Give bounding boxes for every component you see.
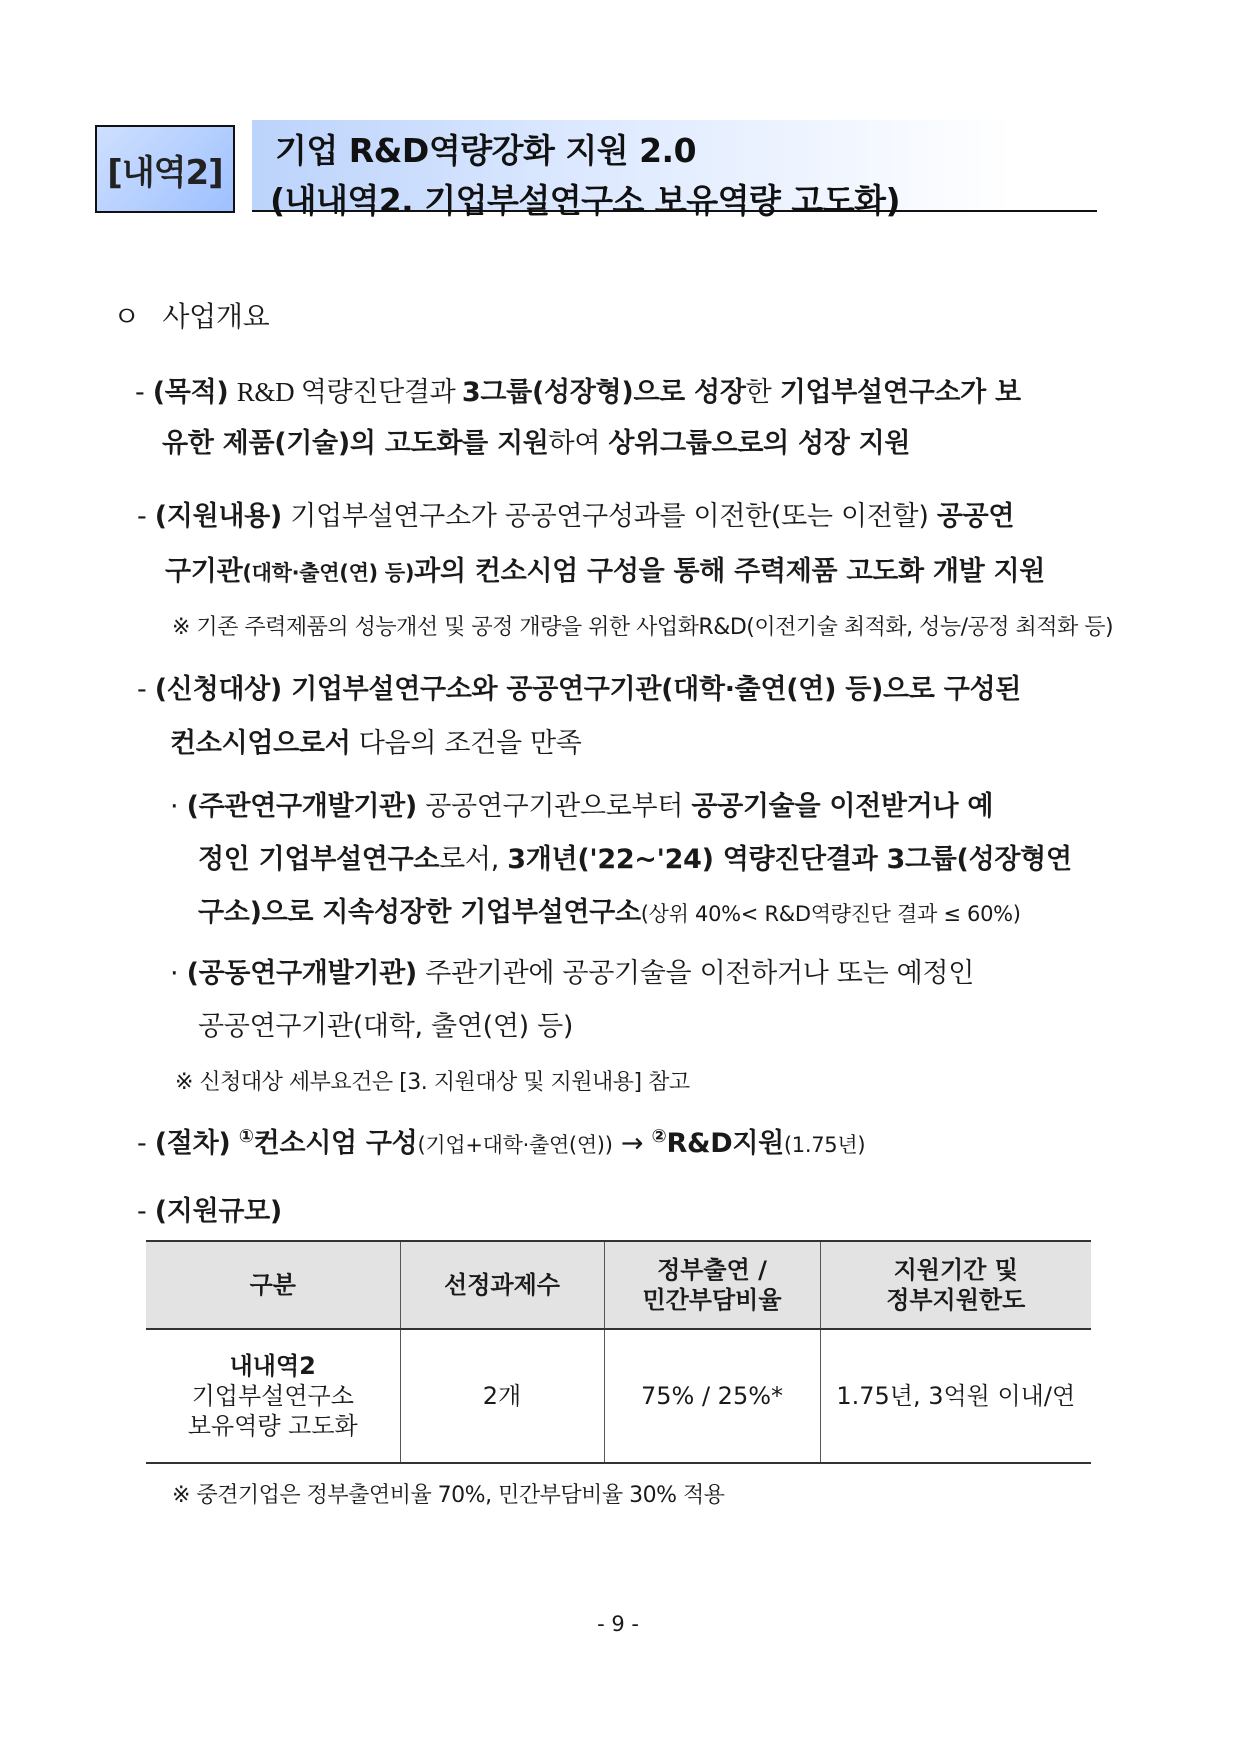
lead-text: 공공연구기관으로부터: [416, 791, 692, 822]
applicants-label: (신청대상): [154, 674, 282, 705]
scale-line: [137, 1195, 282, 1229]
support-text-small: (대학·출연(연) 등): [242, 561, 415, 585]
category-title: 내내역2: [229, 1352, 316, 1380]
lead-text-bold: 정인 기업부설연구소: [198, 844, 440, 875]
header-line: 정부지원한도: [886, 1286, 1026, 1314]
joint-line-2: [198, 1010, 573, 1044]
table-row: [146, 1329, 1091, 1463]
purpose-text: 하여: [548, 428, 609, 459]
table-header: 선정과제수: [400, 1241, 604, 1329]
lead-text-bold: 공공기술을 이전받거나 예: [691, 791, 994, 822]
lead-text-bold: 구소)으로 지속성장한 기업부설연구소: [198, 897, 641, 928]
joint-line-1: [170, 957, 974, 991]
lead-label: (주관연구개발기관): [186, 791, 417, 822]
circle-bullet-icon: ㅇ: [113, 300, 140, 333]
page-number: - 9 -: [597, 1612, 639, 1636]
procedure-step-1-detail: (기업+대학·출연(연)): [417, 1133, 613, 1157]
scale-label: (지원규모): [154, 1196, 282, 1227]
purpose-label: (목적): [152, 377, 229, 408]
category-line: 기업부설연구소: [191, 1382, 354, 1410]
section-tag: [내역2]: [95, 125, 235, 213]
dash: -: [137, 1128, 147, 1159]
applicants-text-bold: 컨소시엄으로서: [170, 728, 351, 759]
support-scale-table: [146, 1240, 1091, 1464]
dash: -: [137, 1196, 147, 1227]
dot-bullet: ·: [170, 958, 179, 989]
overview-heading: [113, 300, 269, 334]
procedure-line: [137, 1127, 865, 1162]
joint-text: 공공연구기관(대학, 출연(연) 등): [198, 1011, 574, 1042]
procedure-step-2-detail: (1.75년): [783, 1133, 866, 1157]
lead-line-1: [170, 790, 993, 824]
lead-text-bold: 3개년('22~'24) 역량진단결과 3그룹(성장형연: [507, 844, 1072, 875]
table-cell-period: 1.75년, 3억원 이내/연: [820, 1329, 1091, 1463]
purpose-text-bold: 유한 제품(기술)의 고도화를 지원: [162, 428, 549, 459]
support-line-2: [165, 555, 1045, 590]
purpose-text-bold: 3그룹(성장형)으로 성장: [461, 377, 746, 408]
dash: -: [137, 674, 147, 705]
header-line: 정부출연 /: [657, 1256, 767, 1284]
dash: -: [135, 377, 145, 408]
dot-bullet: ·: [170, 791, 179, 822]
purpose-text-bold: 상위그룹으로의 성장 지원: [608, 428, 911, 459]
lead-text-small: (상위 40%< R&D역량진단 결과 ≤ 60%): [640, 902, 1021, 926]
procedure-label: (절차): [154, 1128, 231, 1159]
table-header: [820, 1241, 1091, 1329]
support-note: ※ 기존 주력제품의 성능개선 및 공정 개량을 위한 사업화R&D(이전기술 최적화, 성능/공정 최적화 등): [172, 615, 1114, 640]
purpose-line-1: [135, 375, 1021, 410]
step-2-number: ②: [651, 1126, 667, 1147]
applicants-text: 기업부설연구소와 공공연구기관(대학·출연(연) 등)으로 구성된: [281, 674, 1022, 705]
purpose-text: 한: [745, 377, 780, 408]
arrow-right-icon: →: [620, 1128, 644, 1159]
procedure-step-1: 컨소시엄 구성: [253, 1128, 418, 1159]
support-label: (지원내용): [154, 501, 282, 532]
purpose-text: R&D 역량진단결과: [236, 377, 462, 407]
lead-line-3: [198, 896, 1021, 931]
table-cell-count: 2개: [400, 1329, 604, 1463]
purpose-line-2: [162, 427, 910, 461]
applicants-line-2: [170, 727, 582, 761]
lead-text: 로서,: [439, 844, 508, 875]
support-text: 기업부설연구소가 공공연구성과를 이전한(또는 이전할): [281, 501, 937, 532]
joint-text: 주관기관에 공공기술을 이전하거나 또는 예정인: [416, 958, 974, 989]
support-line-1: [137, 500, 1014, 534]
page-subtitle: (내내역2. 기업부설연구소 보유역량 고도화): [270, 181, 901, 220]
header-line: 지원기간 및: [893, 1256, 1018, 1284]
support-text-bold: 과의 컨소시엄 구성을 통해 주력제품 고도화 개발 지원: [414, 556, 1046, 587]
applicants-line-1: [137, 673, 1021, 707]
header-line: 민간부담비율: [642, 1286, 782, 1314]
joint-label: (공동연구개발기관): [186, 958, 417, 989]
overview-heading-text: 사업개요: [162, 300, 270, 333]
support-text-bold: 공공연: [936, 501, 1015, 532]
purpose-text-bold: 기업부설연구소가 보: [779, 377, 1021, 408]
step-1-number: ①: [238, 1126, 254, 1147]
table-cell-ratio: 75% / 25%*: [604, 1329, 820, 1463]
lead-line-2: [198, 843, 1072, 877]
table-header: [604, 1241, 820, 1329]
applicants-note: ※ 신청대상 세부요건은 [3. 지원대상 및 지원내용] 참고: [175, 1070, 690, 1095]
dash: -: [137, 501, 147, 532]
table-header-row: [146, 1241, 1091, 1329]
table-footnote: ※ 중견기업은 정부출연비율 70%, 민간부담비율 30% 적용: [172, 1483, 725, 1508]
table-header: 구분: [146, 1241, 400, 1329]
category-line: 보유역량 고도화: [187, 1412, 358, 1440]
applicants-text: 다음의 조건을 만족: [350, 728, 582, 759]
procedure-step-2: R&D지원: [666, 1128, 784, 1159]
table-cell-category: [146, 1329, 400, 1463]
page-title: 기업 R&D역량강화 지원 2.0: [275, 131, 697, 170]
support-text-bold: 구기관: [165, 556, 243, 587]
